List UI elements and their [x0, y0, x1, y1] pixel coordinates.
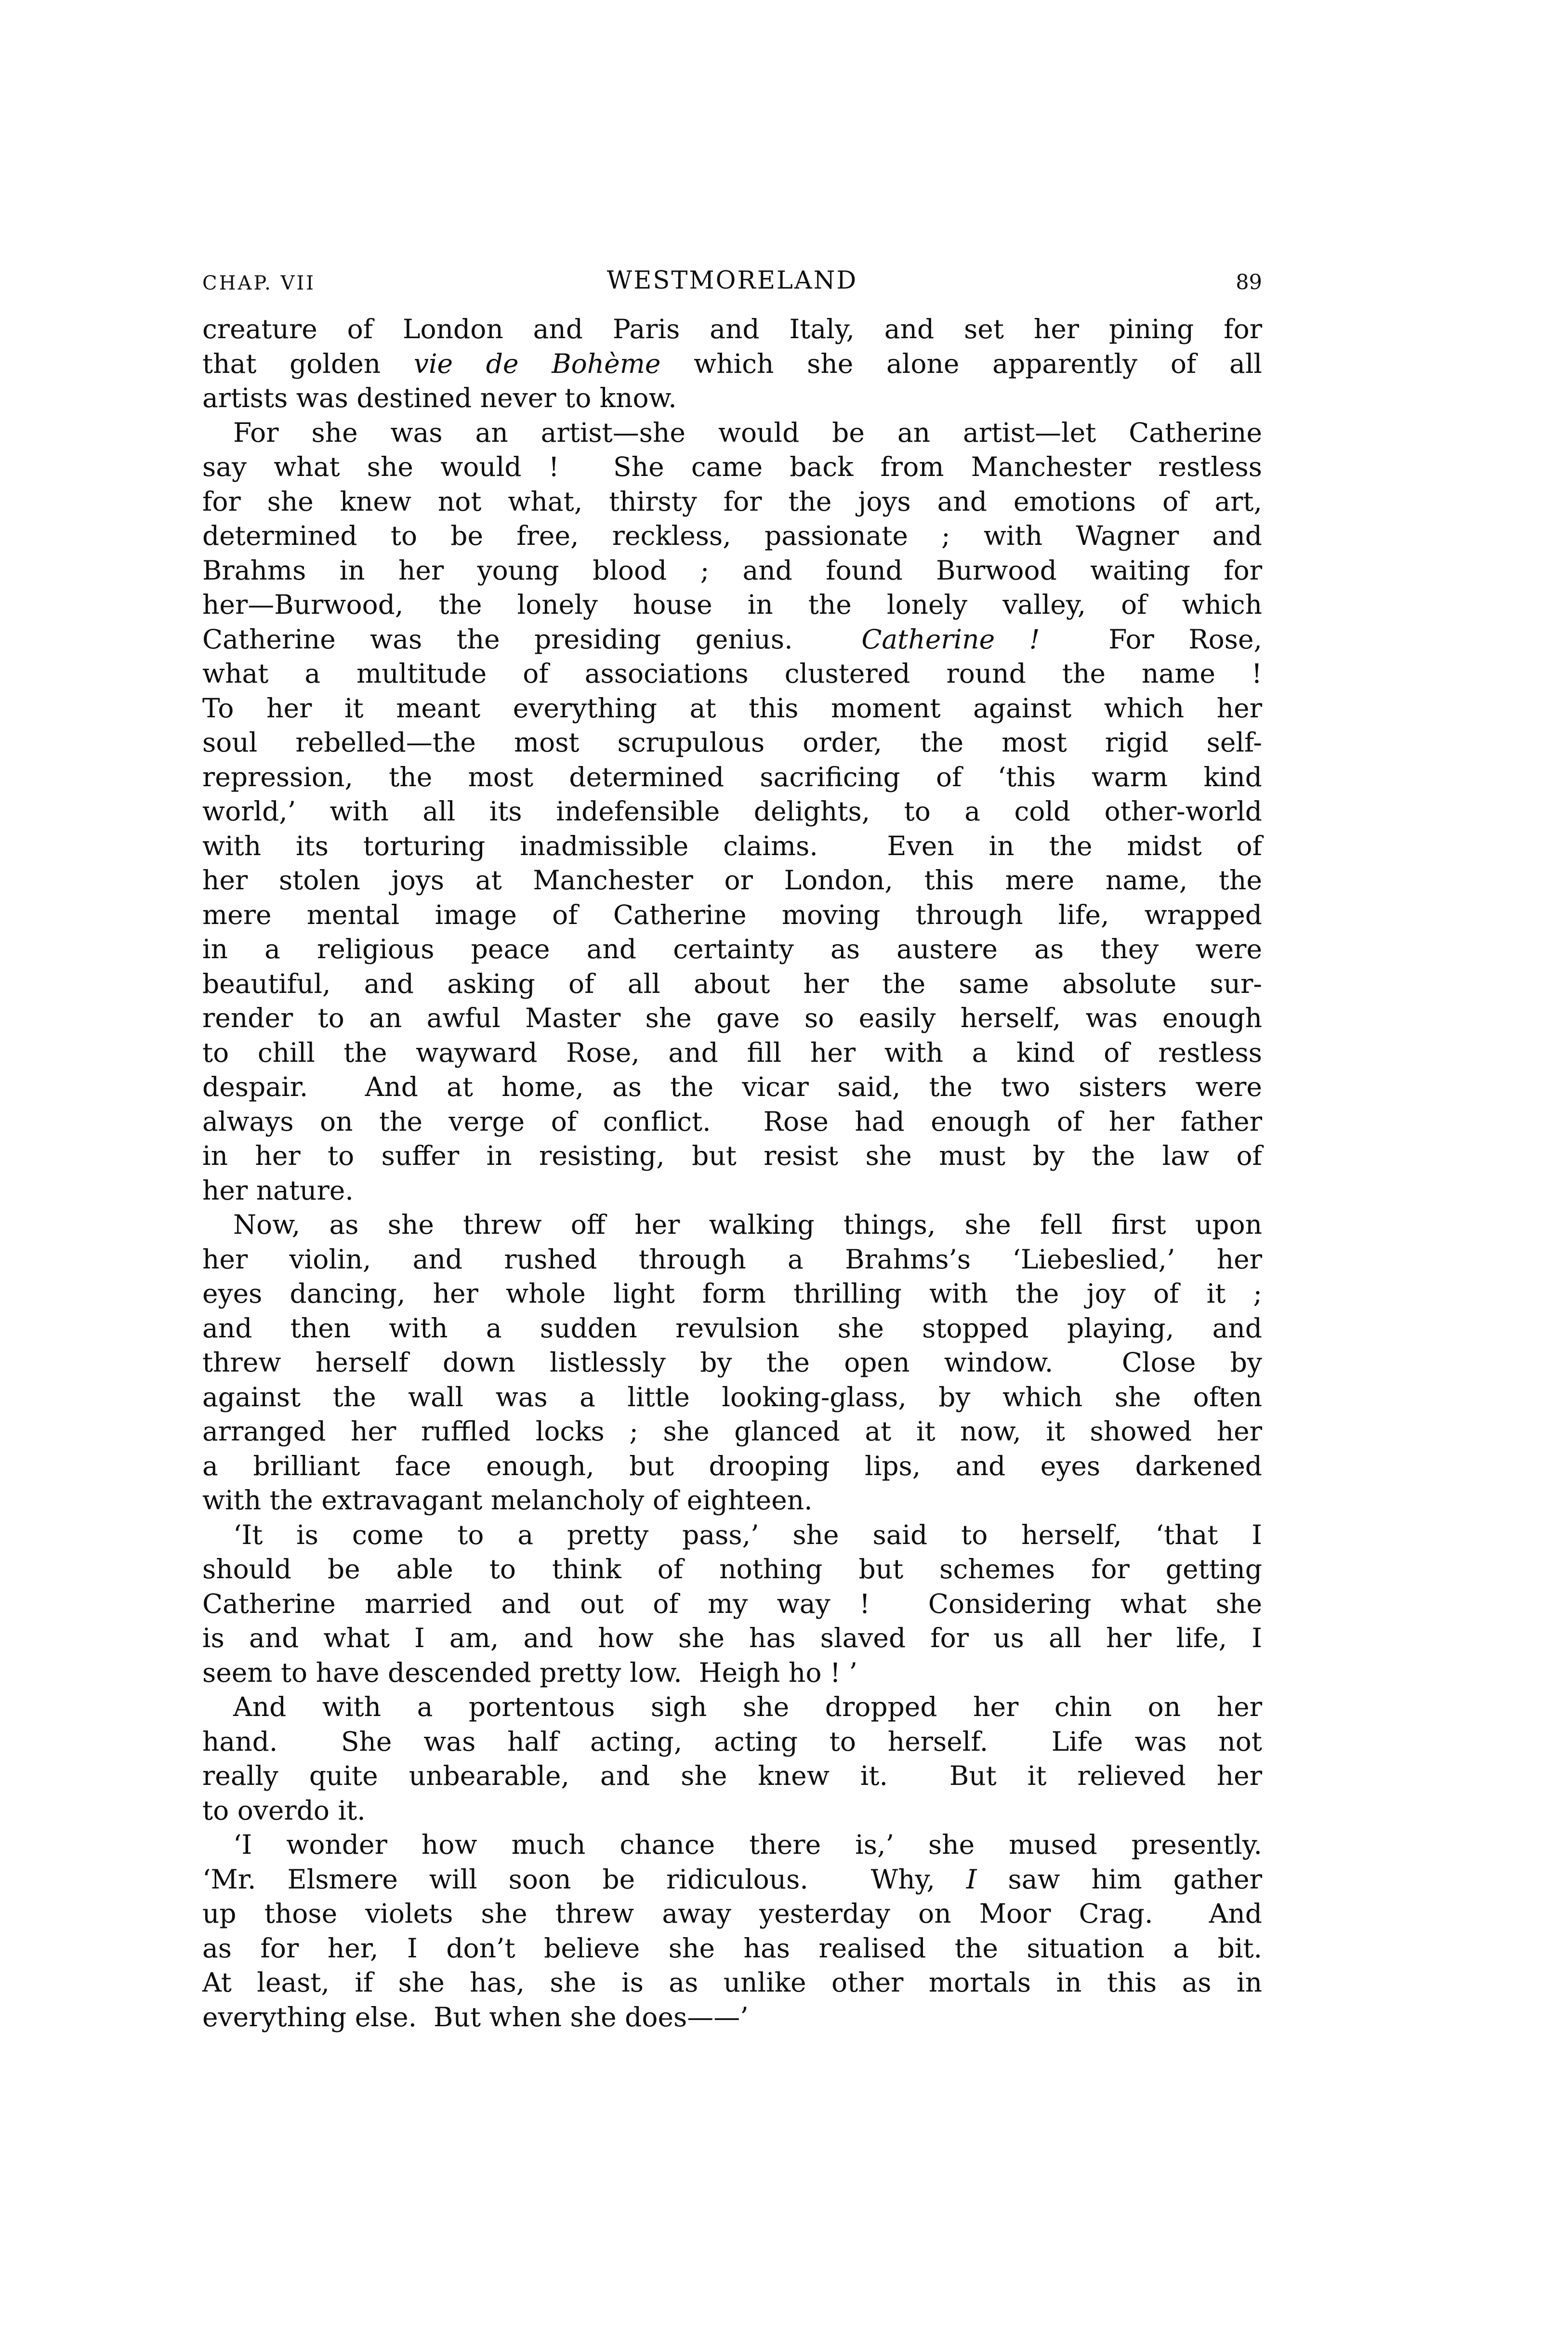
text-line: her—Burwood, the lonely house in the lonely valley, of which: [202, 589, 1262, 620]
text-line: soul rebelled—the most scrupulous order, the most rigid self-: [202, 727, 1262, 758]
paragraph: [202, 1518, 1262, 1690]
text-line: ‘It is come to a pretty pass,’ she said to herself, ‘that I: [233, 1519, 1262, 1550]
text-line: mere mental image of Catherine moving through life, wrapped: [202, 899, 1262, 930]
text-line: seem to have descended pretty low. Heigh ho ! ’: [202, 1657, 857, 1688]
text-line: Catherine married and out of my way ! Considering what she: [202, 1588, 1262, 1619]
text-line: render to an awful Master she gave so easily herself, was enough: [202, 1003, 1262, 1033]
text-line: with the extravagant melancholy of eighteen.: [202, 1485, 813, 1516]
paragraph: [202, 1208, 1262, 1518]
text-line: her stolen joys at Manchester or London, this mere name, the: [202, 865, 1262, 896]
paragraph: [202, 1828, 1262, 2034]
page-number: 89: [1236, 270, 1262, 294]
page-header: [202, 259, 1262, 293]
text-line: eyes dancing, her whole light form thrilling with the joy of it ;: [202, 1278, 1262, 1309]
text-line: a brilliant face enough, but drooping lips, and eyes darkened: [202, 1450, 1262, 1481]
text-line: in a religious peace and certainty as austere as they were: [202, 934, 1262, 964]
text-line: And with a portentous sigh she dropped her chin on her: [233, 1691, 1262, 1722]
text-line: should be able to think of nothing but schemes for getting: [202, 1554, 1262, 1584]
text-line: arranged her ruffled locks ; she glanced at it now, it showed her: [202, 1416, 1262, 1447]
text-line: For she was an artist—she would be an artist—let Catherine: [233, 417, 1262, 448]
page-body: [202, 312, 1262, 2034]
text-line: threw herself down listlessly by the open window. Close by: [202, 1347, 1262, 1378]
chapter-label: CHAP. VII: [202, 272, 316, 294]
text-line: with its torturing inadmissible claims. Even in the midst of: [202, 830, 1262, 861]
text-line: To her it meant everything at this moment against which her: [202, 692, 1262, 724]
text-line: At least, if she has, she is as unlike other mortals in this as in: [202, 1967, 1262, 1998]
text-line: is and what I am, and how she has slaved for us all her life, I: [202, 1623, 1262, 1653]
paragraph: [202, 1690, 1262, 1828]
text-line: really quite unbearable, and she knew it. But it relieved her: [202, 1760, 1262, 1791]
text-line: what a multitude of associations clustered round the name !: [202, 658, 1262, 689]
text-line: everything else. But when she does——’: [202, 2001, 749, 2033]
text-line: in her to suffer in resisting, but resist she must by the law of: [202, 1140, 1262, 1171]
text-line: Catherine was the presiding genius. Catherine ! For Rose,: [202, 623, 1262, 655]
text-line: world,’ with all its indefensible delights, to a cold other-world: [202, 796, 1262, 827]
text-line: hand. She was half acting, acting to herself. Life was not: [202, 1726, 1262, 1757]
text-line: creature of London and Paris and Italy, and set her pining for: [202, 314, 1262, 344]
text-line: say what she would ! She came back from Manchester restless: [202, 451, 1262, 482]
text-line: that golden vie de Bohème which she alone apparently of all: [202, 348, 1262, 379]
text-line: artists was destined never to know.: [202, 383, 677, 413]
paragraph: [202, 312, 1262, 416]
text-line: Now, as she threw off her walking things, she fell first upon: [233, 1209, 1262, 1240]
running-title: WESTMORELAND: [606, 266, 858, 295]
text-line: her violin, and rushed through a Brahms’s ‘Liebeslied,’ her: [202, 1243, 1262, 1275]
text-line: and then with a sudden revulsion she stopped playing, and: [202, 1312, 1262, 1344]
text-line: her nature.: [202, 1175, 354, 1206]
text-line: repression, the most determined sacrificing of ‘this warm kind: [202, 761, 1262, 792]
text-line: despair. And at home, as the vicar said, the two sisters were: [202, 1071, 1262, 1102]
text-line: up those violets she threw away yesterday on Moor Crag. And: [202, 1898, 1262, 1929]
text-line: against the wall was a little looking-glass, by which she often: [202, 1381, 1262, 1413]
text-line: to chill the wayward Rose, and fill her with a kind of restless: [202, 1037, 1262, 1068]
text-line: for she knew not what, thirsty for the joys and emotions of art,: [202, 486, 1262, 517]
paragraph: [202, 416, 1262, 1208]
text-line: always on the verge of conflict. Rose had enough of her father: [202, 1106, 1262, 1137]
text-line: Brahms in her young blood ; and found Burwood waiting for: [202, 554, 1262, 586]
text-line: to overdo it.: [202, 1795, 366, 1826]
text-line: as for her, I don’t believe she has realised the situation a bit.: [202, 1932, 1262, 1964]
text-line: determined to be free, reckless, passionate ; with Wagner and: [202, 520, 1262, 551]
text-line: beautiful, and asking of all about her the same absolute sur-: [202, 968, 1262, 999]
text-line: ‘Mr. Elsmere will soon be ridiculous. Why, I saw him gather: [202, 1863, 1262, 1895]
text-line: ‘I wonder how much chance there is,’ she mused presently.: [233, 1829, 1262, 1860]
